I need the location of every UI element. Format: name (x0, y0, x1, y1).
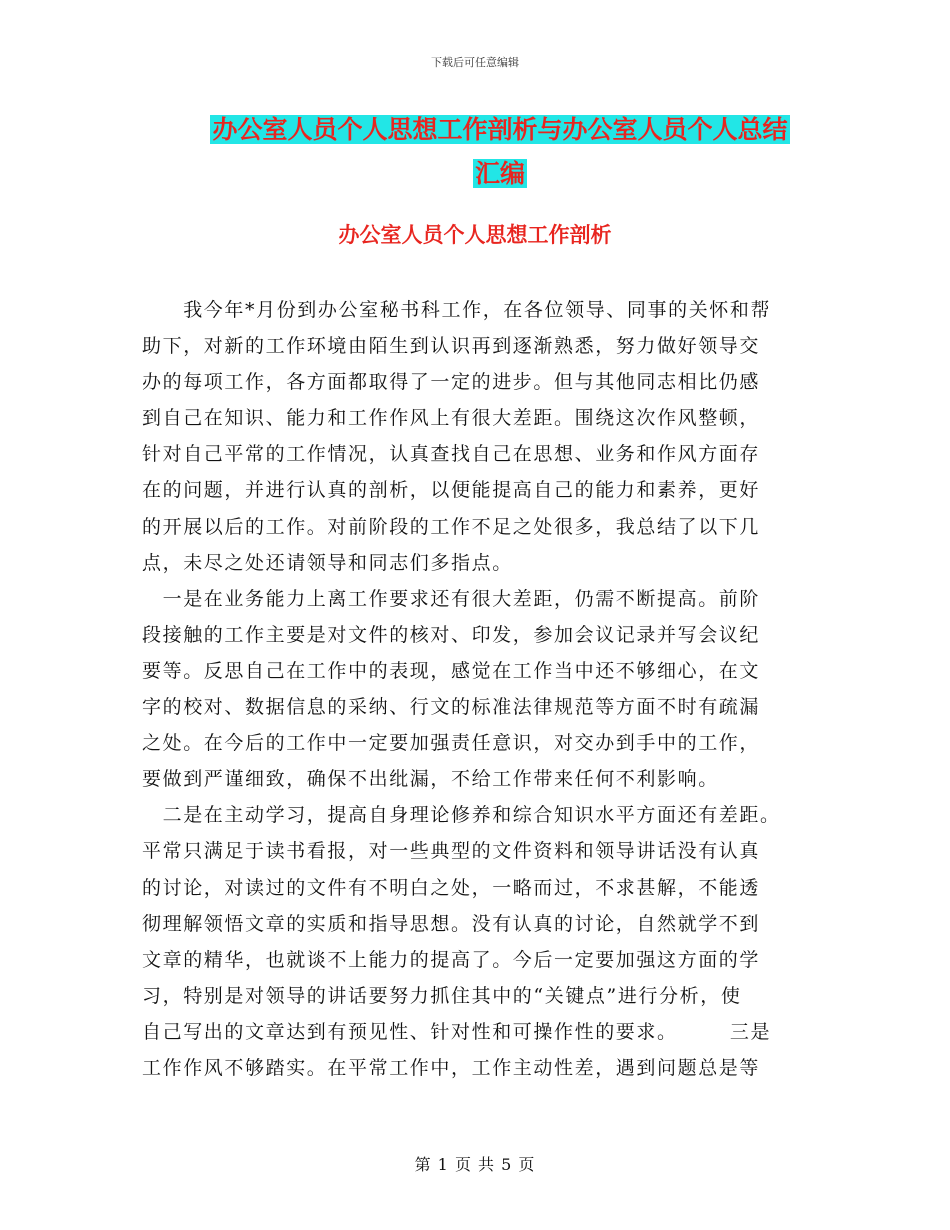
section-subtitle: 办公室人员个人思想工作剖析 (338, 222, 612, 247)
body-text (142, 292, 822, 1086)
body-line: 要做到严谨细致，确保不出纰漏，不给工作带来任何不利影响。 (142, 768, 719, 791)
body-line: 办的每项工作，各方面都取得了一定的进步。但与其他同志相比仍感 (142, 371, 761, 394)
body-line: 我今年*月份到办公室秘书科工作，在各位领导、同事的关怀和帮 (142, 299, 772, 321)
main-title-text-2: 汇编 (474, 159, 525, 188)
body-line: 一是在业务能力上离工作要求还有很大差距，仍需不断提高。前阶 (142, 587, 761, 610)
body-line: 习，特别是对领导的讲话要努力抓住其中的“关键点”进行分析，使 (142, 984, 742, 1007)
body-line: 段接触的工作主要是对文件的核对、印发，参加会议记录并写会议纪 (142, 623, 761, 646)
body-line: 之处。在今后的工作中一定要加强责任意识，对交办到手中的工作， (142, 732, 761, 755)
header-note: 下载后可任意编辑 (431, 56, 519, 69)
body-line: 二是在主动学习，提高自身理论修养和综合知识水平方面还有差距。 (142, 804, 781, 827)
body-line: 的开展以后的工作。对前阶段的工作不足之处很多，我总结了以下几 (142, 515, 761, 538)
body-line: 要等。反思自己在工作中的表现，感觉在工作当中还不够细心，在文 (142, 659, 761, 682)
body-line: 字的校对、数据信息的采纳、行文的标准法律规范等方面不时有疏漏 (142, 696, 761, 719)
body-line: 彻理解领悟文章的实质和指导思想。没有认真的讨论，自然就学不到 (142, 912, 761, 935)
body-line: 到自己在知识、能力和工作作风上有很大差距。围绕这次作风整顿， (142, 407, 761, 430)
body-line: 在的问题，并进行认真的剖析，以便能提高自己的能力和素养，更好 (142, 479, 761, 502)
body-line: 的讨论，对读过的文件有不明白之处，一略而过，不求甚解，不能透 (142, 876, 761, 899)
body-line: 针对自己平常的工作情况，认真查找自己在思想、业务和作风方面存 (142, 443, 761, 466)
main-title-text-1: 办公室人员个人思想工作剖析与办公室人员个人总结 (212, 115, 788, 144)
body-line: 助下，对新的工作环境由陌生到认识再到逐渐熟悉，努力做好领导交 (142, 335, 761, 358)
body-line: 自己写出的文章达到有预见性、针对性和可操作性的要求。 三是 (142, 1020, 772, 1043)
body-line: 工作作风不够踏实。在平常工作中，工作主动性差，遇到问题总是等 (142, 1056, 761, 1079)
main-title-line-1 (190, 108, 810, 152)
page-footer: 第 1 页 共 5 页 (414, 1155, 536, 1174)
body-line: 点，未尽之处还请领导和同志们多指点。 (142, 551, 513, 574)
body-line: 文章的精华，也就谈不上能力的提高了。今后一定要加强这方面的学 (142, 948, 761, 971)
main-title-line-2 (190, 152, 810, 196)
body-line: 平常只满足于读书看报，对一些典型的文件资料和领导讲话没有认真 (142, 840, 761, 863)
